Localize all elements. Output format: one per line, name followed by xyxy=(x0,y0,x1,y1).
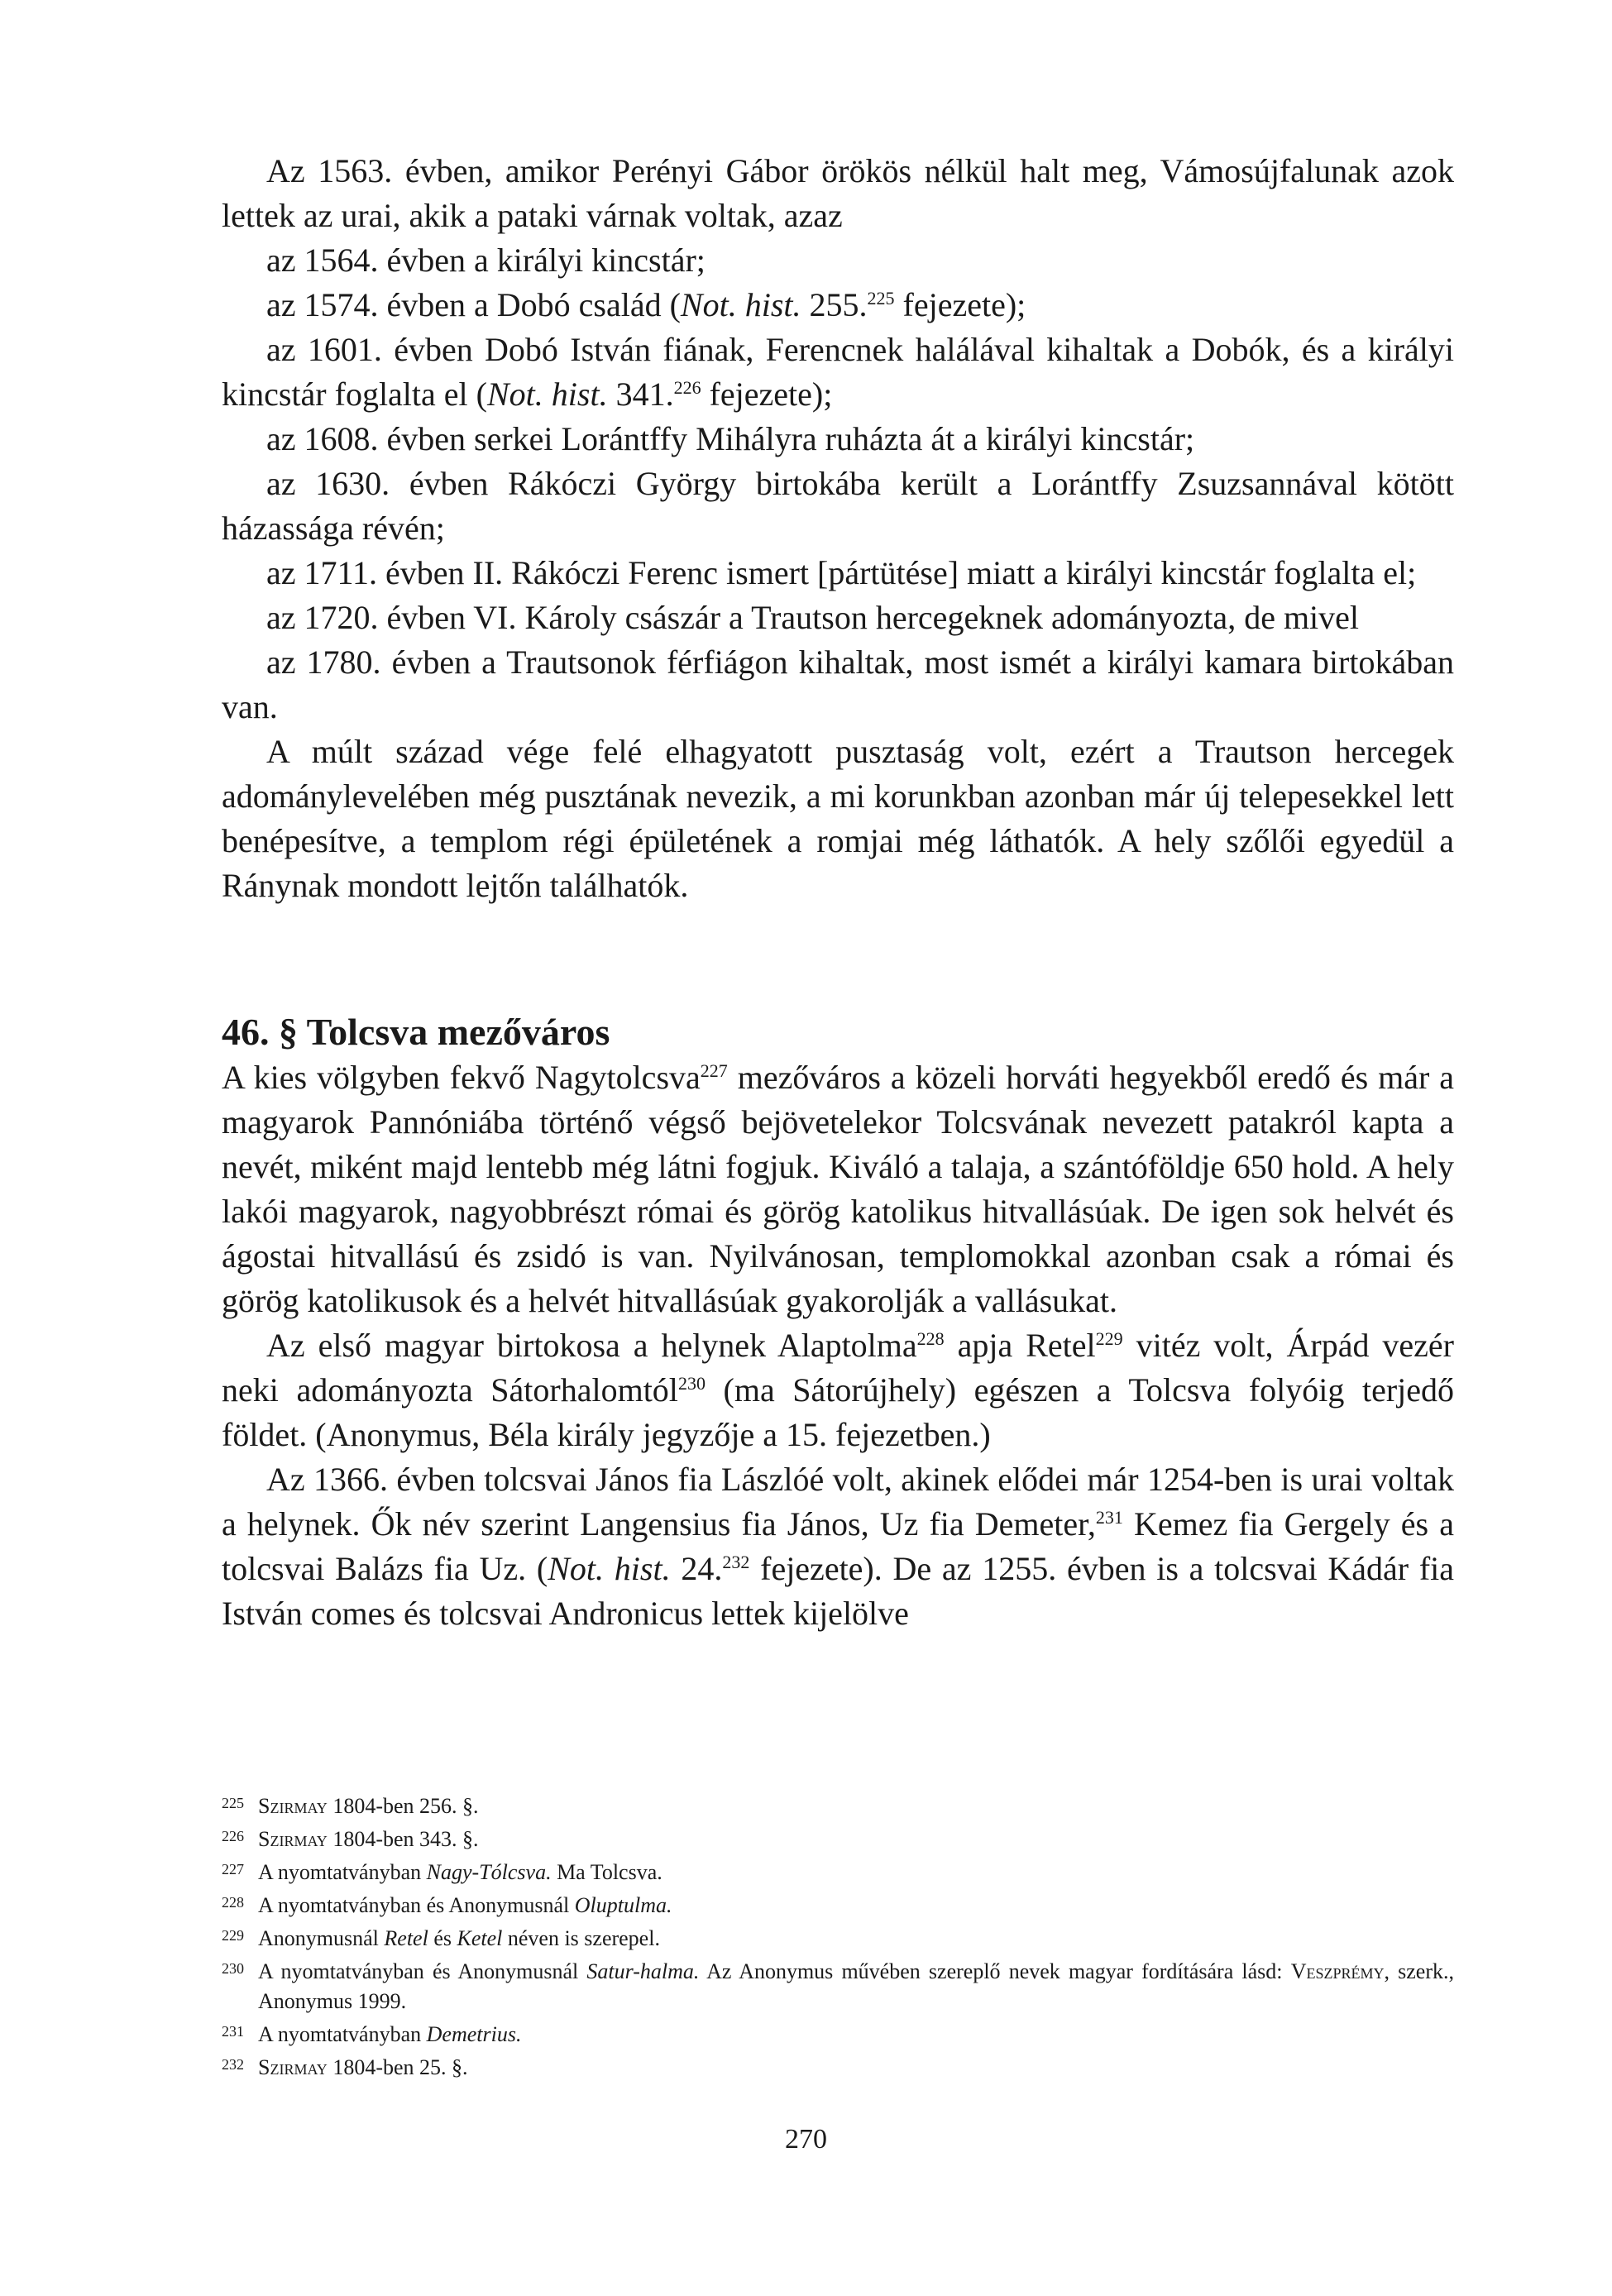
text-run: Anonymusnál xyxy=(258,1926,385,1950)
footnote-ref: 232 xyxy=(722,1552,750,1572)
text-run: 24. xyxy=(670,1550,723,1587)
page-number: 270 xyxy=(785,2124,827,2155)
footnote-ref: 231 xyxy=(1095,1507,1123,1528)
text-run: az 1574. évben a Dobó család ( xyxy=(266,286,681,323)
paragraph xyxy=(222,328,1454,417)
section-heading: 46. § Tolcsva mezőváros xyxy=(222,1011,610,1053)
footnote xyxy=(222,1887,1454,1921)
italic-run: Retel xyxy=(384,1926,428,1950)
text-run: A kies völgyben fekvő Nagytolcsva xyxy=(222,1059,701,1096)
paragraph: az 1630. évben Rákóczi György birtokába került a Lorántffy Zsuzsannával kötött házassága révén; xyxy=(222,465,1454,547)
text-run: fejezete); xyxy=(701,375,833,413)
footnote-ref: 226 xyxy=(673,377,701,398)
italic-run: Satur-halma. xyxy=(586,1959,700,1983)
text-run: az 1601. évben Dobó István fiának, Ferencnek halálával kihaltak a Dobók, és a királyi kincstár foglalta el ( xyxy=(222,331,1454,413)
italic-run: Nagy-Tólcsva. xyxy=(426,1860,552,1884)
footnote-number: 226 xyxy=(222,1828,244,1844)
italic-run: Not. hist. xyxy=(548,1550,671,1587)
text-run: 1804-ben 256. §. xyxy=(327,1794,479,1818)
paragraph: az 1720. évben VI. Károly császár a Trautson hercegeknek adományozta, de mivel xyxy=(266,599,1360,636)
text-run: vitéz volt, Árpád vezér neki adományozta Sátorhalomtól xyxy=(222,1327,1454,1409)
text-run: A nyomtatványban és Anonymusnál xyxy=(258,1893,575,1917)
text-run: mezőváros a közeli horváti hegyekből eredő és már a magyarok Pannóniába történő végső bejövetelekor Tolcsvának nevezett patakról kapta a nevét, miként majd lentebb még látni fogjuk. Kiváló a talaja, a szántóföldje 650 hold. A hely lakói magyarok, nagyobbrészt római és görög katolikus hitvallásúak. De igen sok helvét és ágostai hitvallású és zsidó is van. Nyilvánosan, templomokkal azonban csak a római és görög katolikusok és a helvét hitvallásúak gyakorolják a vallásukat. xyxy=(222,1059,1454,1319)
page-body xyxy=(222,149,1454,1636)
text-run: 1804-ben 25. §. xyxy=(327,2055,468,2079)
text-run: (ma Sátorújhely) egészen a Tolcsva folyóig terjedő földet. (Anonymus, Béla király jegyzője a 15. fejezetben.) xyxy=(222,1371,1455,1453)
paragraph xyxy=(222,1457,1454,1636)
text-run: apja Retel xyxy=(944,1327,1096,1364)
footnote-ref: 227 xyxy=(700,1060,728,1081)
footnote xyxy=(222,1921,1454,1954)
text-run: A nyomtatványban xyxy=(258,2022,427,2046)
footnotes xyxy=(222,1788,1454,2083)
footnote xyxy=(222,1854,1454,1887)
text-run: fejezete). De az 1255. évben is a tolcsvai Kádár fia István comes és tolcsvai Andronicus lettek kijelölve xyxy=(222,1550,1455,1632)
text-run: néven is szerepel. xyxy=(502,1926,660,1950)
text-run: Az Anonymus művében szereplő nevek magyar fordítására lásd: xyxy=(699,1959,1291,1983)
footnote xyxy=(222,1788,1454,1821)
italic-run: Ketel xyxy=(457,1926,503,1950)
footnote-number: 225 xyxy=(222,1795,244,1811)
footnote-ref: 230 xyxy=(677,1373,706,1394)
footnote-ref: 229 xyxy=(1095,1328,1123,1349)
top-paragraphs xyxy=(222,149,1454,908)
italic-run: Demetrius. xyxy=(426,2022,522,2046)
text-run: 341. xyxy=(607,375,674,413)
text-run: Kemez fia Gergely és a tolcsvai Balázs fia Uz. ( xyxy=(222,1505,1454,1587)
text-run: és xyxy=(428,1926,457,1950)
author-name: Szirmay xyxy=(258,1794,328,1818)
footnote-number: 230 xyxy=(222,1960,244,1977)
paragraph: az 1608. évben serkei Lorántffy Mihályra ruházta át a királyi kincstár; xyxy=(266,420,1195,457)
paragraph: A múlt század vége felé elhagyatott pusztaság volt, ezért a Trautson hercegek adománylevelében még pusztának nevezik, a mi korunkban azonban már új telepesekkel lett benépesítve, a templom régi épületének a romjai még láthatók. A hely szőlői egyedül a Ránynak mondott lejtőn találhatók. xyxy=(222,733,1454,904)
author-name: Szirmay xyxy=(258,2055,328,2079)
text-run: fejezete); xyxy=(894,286,1026,323)
italic-run: Not. hist. xyxy=(680,286,801,323)
footnote-number: 232 xyxy=(222,2056,244,2073)
footnote xyxy=(222,2050,1454,2083)
text-run: 1804-ben 343. §. xyxy=(327,1827,479,1851)
footnote-number: 229 xyxy=(222,1927,244,1944)
footnote-ref: 225 xyxy=(867,288,895,309)
paragraph xyxy=(222,1323,1454,1457)
footnote-ref: 228 xyxy=(916,1328,945,1349)
text-run: Az 1366. évben tolcsvai János fia Lászlóé volt, akinek elődei már 1254-ben is urai voltak a helynek. Ők név szerint Langensius fia János, Uz fia Demeter, xyxy=(222,1461,1454,1543)
footnote-number: 228 xyxy=(222,1894,244,1911)
text-run: Az első magyar birtokosa a helynek Alaptolma xyxy=(266,1327,917,1364)
text-run: A nyomtatványban és Anonymusnál xyxy=(258,1959,587,1983)
text-run: , szerk., Anonymus 1999. xyxy=(258,1959,1455,2013)
footnote-number: 231 xyxy=(222,2023,244,2040)
paragraph: az 1564. évben a királyi kincstár; xyxy=(266,242,706,279)
paragraph: az 1780. évben a Trautsonok férfiágon kihaltak, most ismét a királyi kamara birtokában van. xyxy=(222,643,1454,725)
paragraph: az 1711. évben II. Rákóczi Ferenc ismert [pártütése] miatt a királyi kincstár foglalta el; xyxy=(266,554,1417,591)
section-paragraphs xyxy=(222,1055,1454,1636)
footnote xyxy=(222,1821,1454,1854)
footnote xyxy=(222,1954,1454,2016)
text-run: A nyomtatványban xyxy=(258,1860,427,1884)
italic-run: Not. hist. xyxy=(486,375,608,413)
paragraph xyxy=(222,1055,1454,1323)
paragraph: Az 1563. évben, amikor Perényi Gábor örökös nélkül halt meg, Vámosújfalunak azok lettek az urai, akik a pataki várnak voltak, azaz xyxy=(222,152,1454,234)
text-run: Ma Tolcsva. xyxy=(551,1860,662,1884)
footnote xyxy=(222,2016,1454,2050)
italic-run: Oluptulma. xyxy=(574,1893,672,1917)
author-name: Veszprémy xyxy=(1290,1959,1385,1983)
text-run: 255. xyxy=(801,286,868,323)
footnote-number: 227 xyxy=(222,1861,244,1877)
author-name: Szirmay xyxy=(258,1827,328,1851)
paragraph xyxy=(222,283,1454,328)
